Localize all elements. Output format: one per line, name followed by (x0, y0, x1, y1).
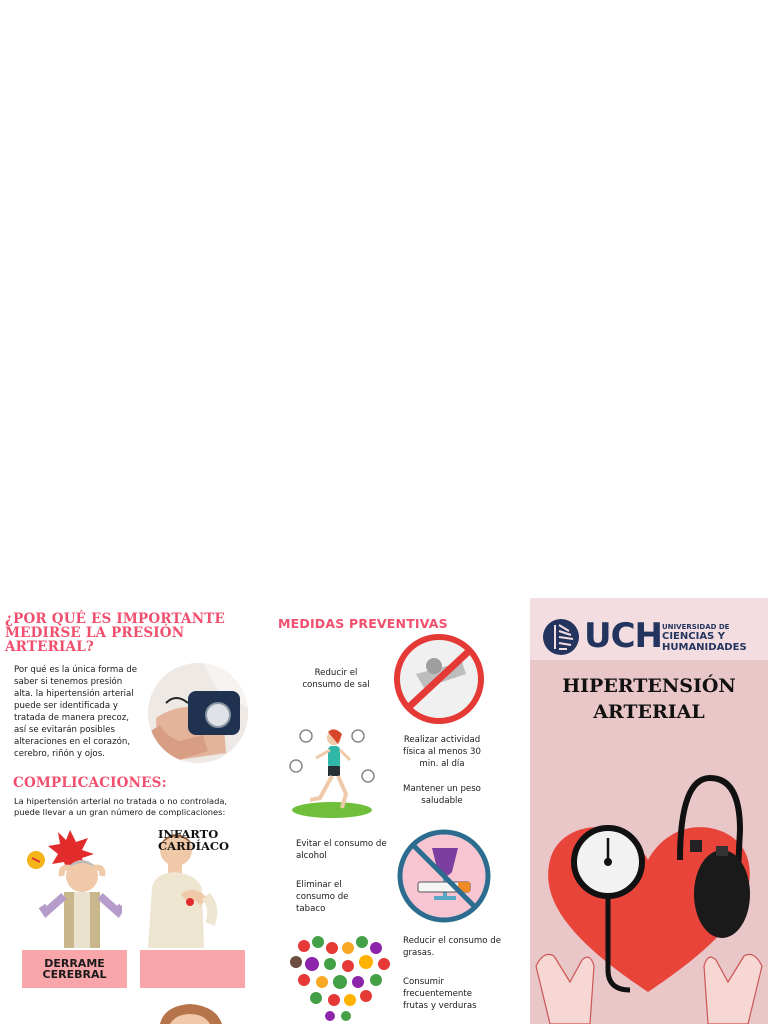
complications-title: COMPLICACIONES: (13, 775, 167, 791)
no-smoking-drinking-icon (396, 828, 492, 924)
cover-title-line-1: HIPERTENSIÓN (562, 675, 736, 697)
blood-pressure-photo-icon (148, 663, 248, 763)
importance-title: ¿POR QUÉ ES IMPORTANTE MEDIRSE LA PRESIÓN ARTERIAL? (5, 611, 226, 655)
section-importance (5, 612, 225, 654)
heart-sphygmomanometer-icon (530, 770, 768, 1024)
tip-salt: Reducir el consumo de sal (302, 668, 370, 690)
infarto-box (140, 950, 245, 988)
complications-text: La hipertensión arterial no tratada o no controlada, puede llevar a un gran número de complicaciones: (14, 796, 228, 817)
blood-pressure-photo (148, 663, 248, 763)
no-alcohol-tobacco-illustration (396, 828, 492, 924)
brand-line-1: UNIVERSIDAD DE (662, 623, 730, 631)
derrame-box (22, 950, 127, 988)
uch-emblem-icon (541, 617, 581, 657)
brand-line-2: CIENCIAS Y (662, 631, 725, 642)
tip-fruits: Consumir frecuentemente frutas y verduras (403, 977, 477, 1011)
headache-person-icon (22, 826, 122, 950)
fruits-heart-illustration (288, 934, 392, 1024)
fruits-vegetables-heart-icon (288, 934, 392, 1024)
preventive-title: MEDIDAS PREVENTIVAS (278, 616, 448, 631)
tip-alcohol: Evitar el consumo de alcohol (296, 839, 387, 861)
derrame-illustration (22, 826, 122, 950)
section-complications (13, 776, 213, 790)
exercise-illustration (286, 722, 378, 820)
brand-line-3: HUMANIDADES (662, 642, 747, 653)
uch-logo (541, 617, 581, 657)
tip-activity: Realizar actividad física al menos 30 min. al día (403, 735, 481, 769)
tip-tobacco: Eliminar el consumo de tabaco (296, 880, 349, 914)
uch-wordmark: UCH (584, 616, 663, 656)
section-preventive (278, 617, 498, 631)
cover-title-line-2: ARTERIAL (593, 701, 705, 723)
person-head-icon (156, 1000, 226, 1024)
tip-weight: Mantener un peso saludable (403, 784, 481, 806)
runner-icon (286, 722, 378, 820)
tip-fats: Reducir el consumo de grasas. (403, 936, 502, 958)
infarto-label: INFARTO CARDÍACO (158, 827, 230, 853)
no-salt-icon (394, 634, 484, 724)
heart-illustration (530, 770, 768, 1024)
derrame-label: DERRAME CEREBRAL (42, 957, 107, 981)
importance-text: Por qué es la única forma de saber si tenemos presión alta. la hipertensión arterial puede ser identificada y tratada de manera precoz, así se evitarán posibles alteraciones en el corazón, cerebro, riñón y ojos. (14, 665, 137, 759)
partial-person-illustration (156, 1000, 226, 1024)
cover-title (530, 673, 768, 725)
no-salt-illustration (394, 634, 484, 724)
